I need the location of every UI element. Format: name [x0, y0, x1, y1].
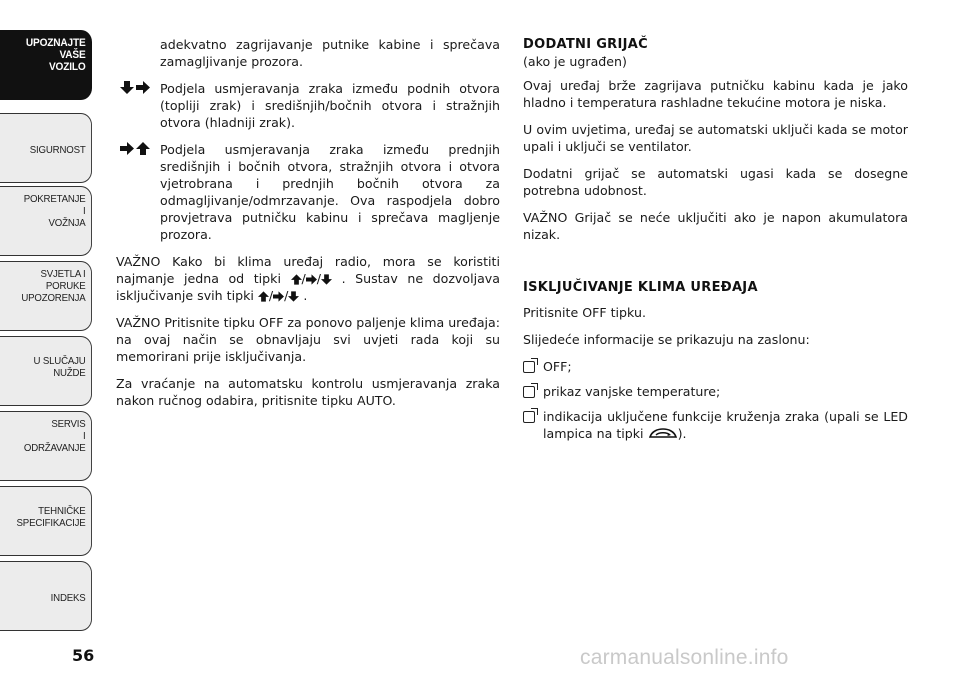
tab-label: INDEKS	[50, 592, 86, 604]
tab-label: TEHNIČKE SPECIFIKACIJE	[16, 505, 86, 529]
tab-svjetla-i-poruke[interactable]: SVJETLA I PORUKE UPOZORENJA	[0, 261, 92, 331]
arrow-down-right-icon	[120, 81, 150, 94]
tab-u-slucaju-nuzde[interactable]	[0, 336, 92, 406]
paragraph: Slijedeće informacije se prikazuju na zaslonu:	[523, 332, 810, 347]
list-item	[523, 383, 908, 400]
arrow-right-up-icon	[120, 142, 150, 155]
paragraph: Ovaj uređaj brže zagrijava putničku kabinu kada je jako hladno i temperatura rashladne tekućine motora je niska.	[523, 78, 908, 110]
note-text: VAŽNO Kako bi klima uređaj radio, mora se koristiti najmanje jedna od tipki	[116, 254, 500, 286]
tab-tehnicke-specifikacije[interactable]	[0, 486, 92, 556]
airflow-item-center-windscreen	[116, 141, 500, 243]
note-text: .	[303, 288, 308, 303]
list-item	[523, 408, 908, 442]
heading-subtitle: (ako je ugrađen)	[523, 54, 627, 69]
paragraph: VAŽNO Grijač se neće uključiti ako je napon akumulatora nizak.	[523, 210, 908, 242]
intro-text: adekvatno zagrijavanje putnike kabine i sprečava zamagljivanje prozora.	[160, 37, 500, 69]
note-text: . Sustav ne dozvoljava isključivanje svih tipki	[116, 271, 500, 303]
tab-label: SIGURNOST	[29, 144, 86, 156]
paragraph: Pritisnite OFF tipku.	[523, 305, 646, 320]
airflow-item-floor-center	[116, 80, 500, 131]
note-min-one-button	[116, 253, 500, 304]
airflow-buttons-icon: / /	[258, 288, 304, 303]
page-number: 56	[72, 646, 95, 665]
heading-dodatni-grijac: DODATNI GRIJAČ	[523, 37, 648, 52]
bullet-icon	[523, 411, 535, 423]
heading-iskljucivanje: ISKLJUČIVANJE KLIMA UREĐAJA	[523, 280, 758, 295]
bullet-icon	[523, 361, 535, 373]
list-item-text: ).	[677, 426, 687, 441]
tab-pokretanje-i-voznja[interactable]: POKRETANJE I VOŽNJA	[0, 186, 92, 256]
tab-servis-i-odrzavanje[interactable]: SERVIS I ODRŽAVANJE	[0, 411, 92, 481]
bullet-icon	[523, 386, 535, 398]
airflow-item-text: Podjela usmjeravanja zraka između prednjih središnjih i bočnih otvora, stražnjih otvora i otvora vjetrobrana i prednjih bočnih otvora za odmagljivanje/odmrzavanje. Ova raspodjela dobro provjetrava putničku kabinu i sprečava magljenje prozora.	[160, 142, 500, 242]
left-column	[116, 36, 500, 419]
watermark: carmanualsonline.info	[580, 646, 789, 669]
tab-label: U SLUČAJU NUŽDE	[33, 355, 86, 379]
tab-upoznajte-vase-vozilo[interactable]: UPOZNAJTE VAŠE VOZILO	[0, 30, 92, 100]
spacer	[523, 253, 908, 279]
tab-indeks[interactable]	[0, 561, 92, 631]
list-item-text: indikacija uključene funkcije kruženja zraka (upali se LED lampica na tipki	[543, 409, 908, 441]
tab-sigurnost[interactable]	[0, 113, 92, 183]
paragraph: U ovim uvjetima, uređaj se automatski uključi kada se motor upali i uključi se ventilator.	[523, 122, 908, 154]
paragraph: Dodatni grijač se automatski ugasi kada se dosegne potrebna udobnost.	[523, 166, 908, 198]
right-column	[523, 36, 908, 450]
list-item-text: OFF;	[543, 359, 572, 374]
note-auto-button: Za vraćanje na automatsku kontrolu usmjeravanja zraka nakon ručnog odabira, pritisnite tipku AUTO.	[116, 376, 500, 408]
recirculation-car-icon	[648, 426, 678, 440]
note-off-button: VAŽNO Pritisnite tipku OFF za ponovo paljenje klima uređaja: na ovaj način se obnavljaju svi uvjeti rada koji su memorirani prije isključivanja.	[116, 315, 500, 364]
airflow-item-text: Podjela usmjeravanja zraka između podnih otvora (topliji zrak) i središnjih/bočnih otvora i stražnjih otvora (hladniji zrak).	[160, 81, 500, 130]
airflow-buttons-icon: / /	[291, 271, 342, 286]
list-item-text: prikaz vanjske temperature;	[543, 384, 721, 399]
list-item	[523, 358, 908, 375]
